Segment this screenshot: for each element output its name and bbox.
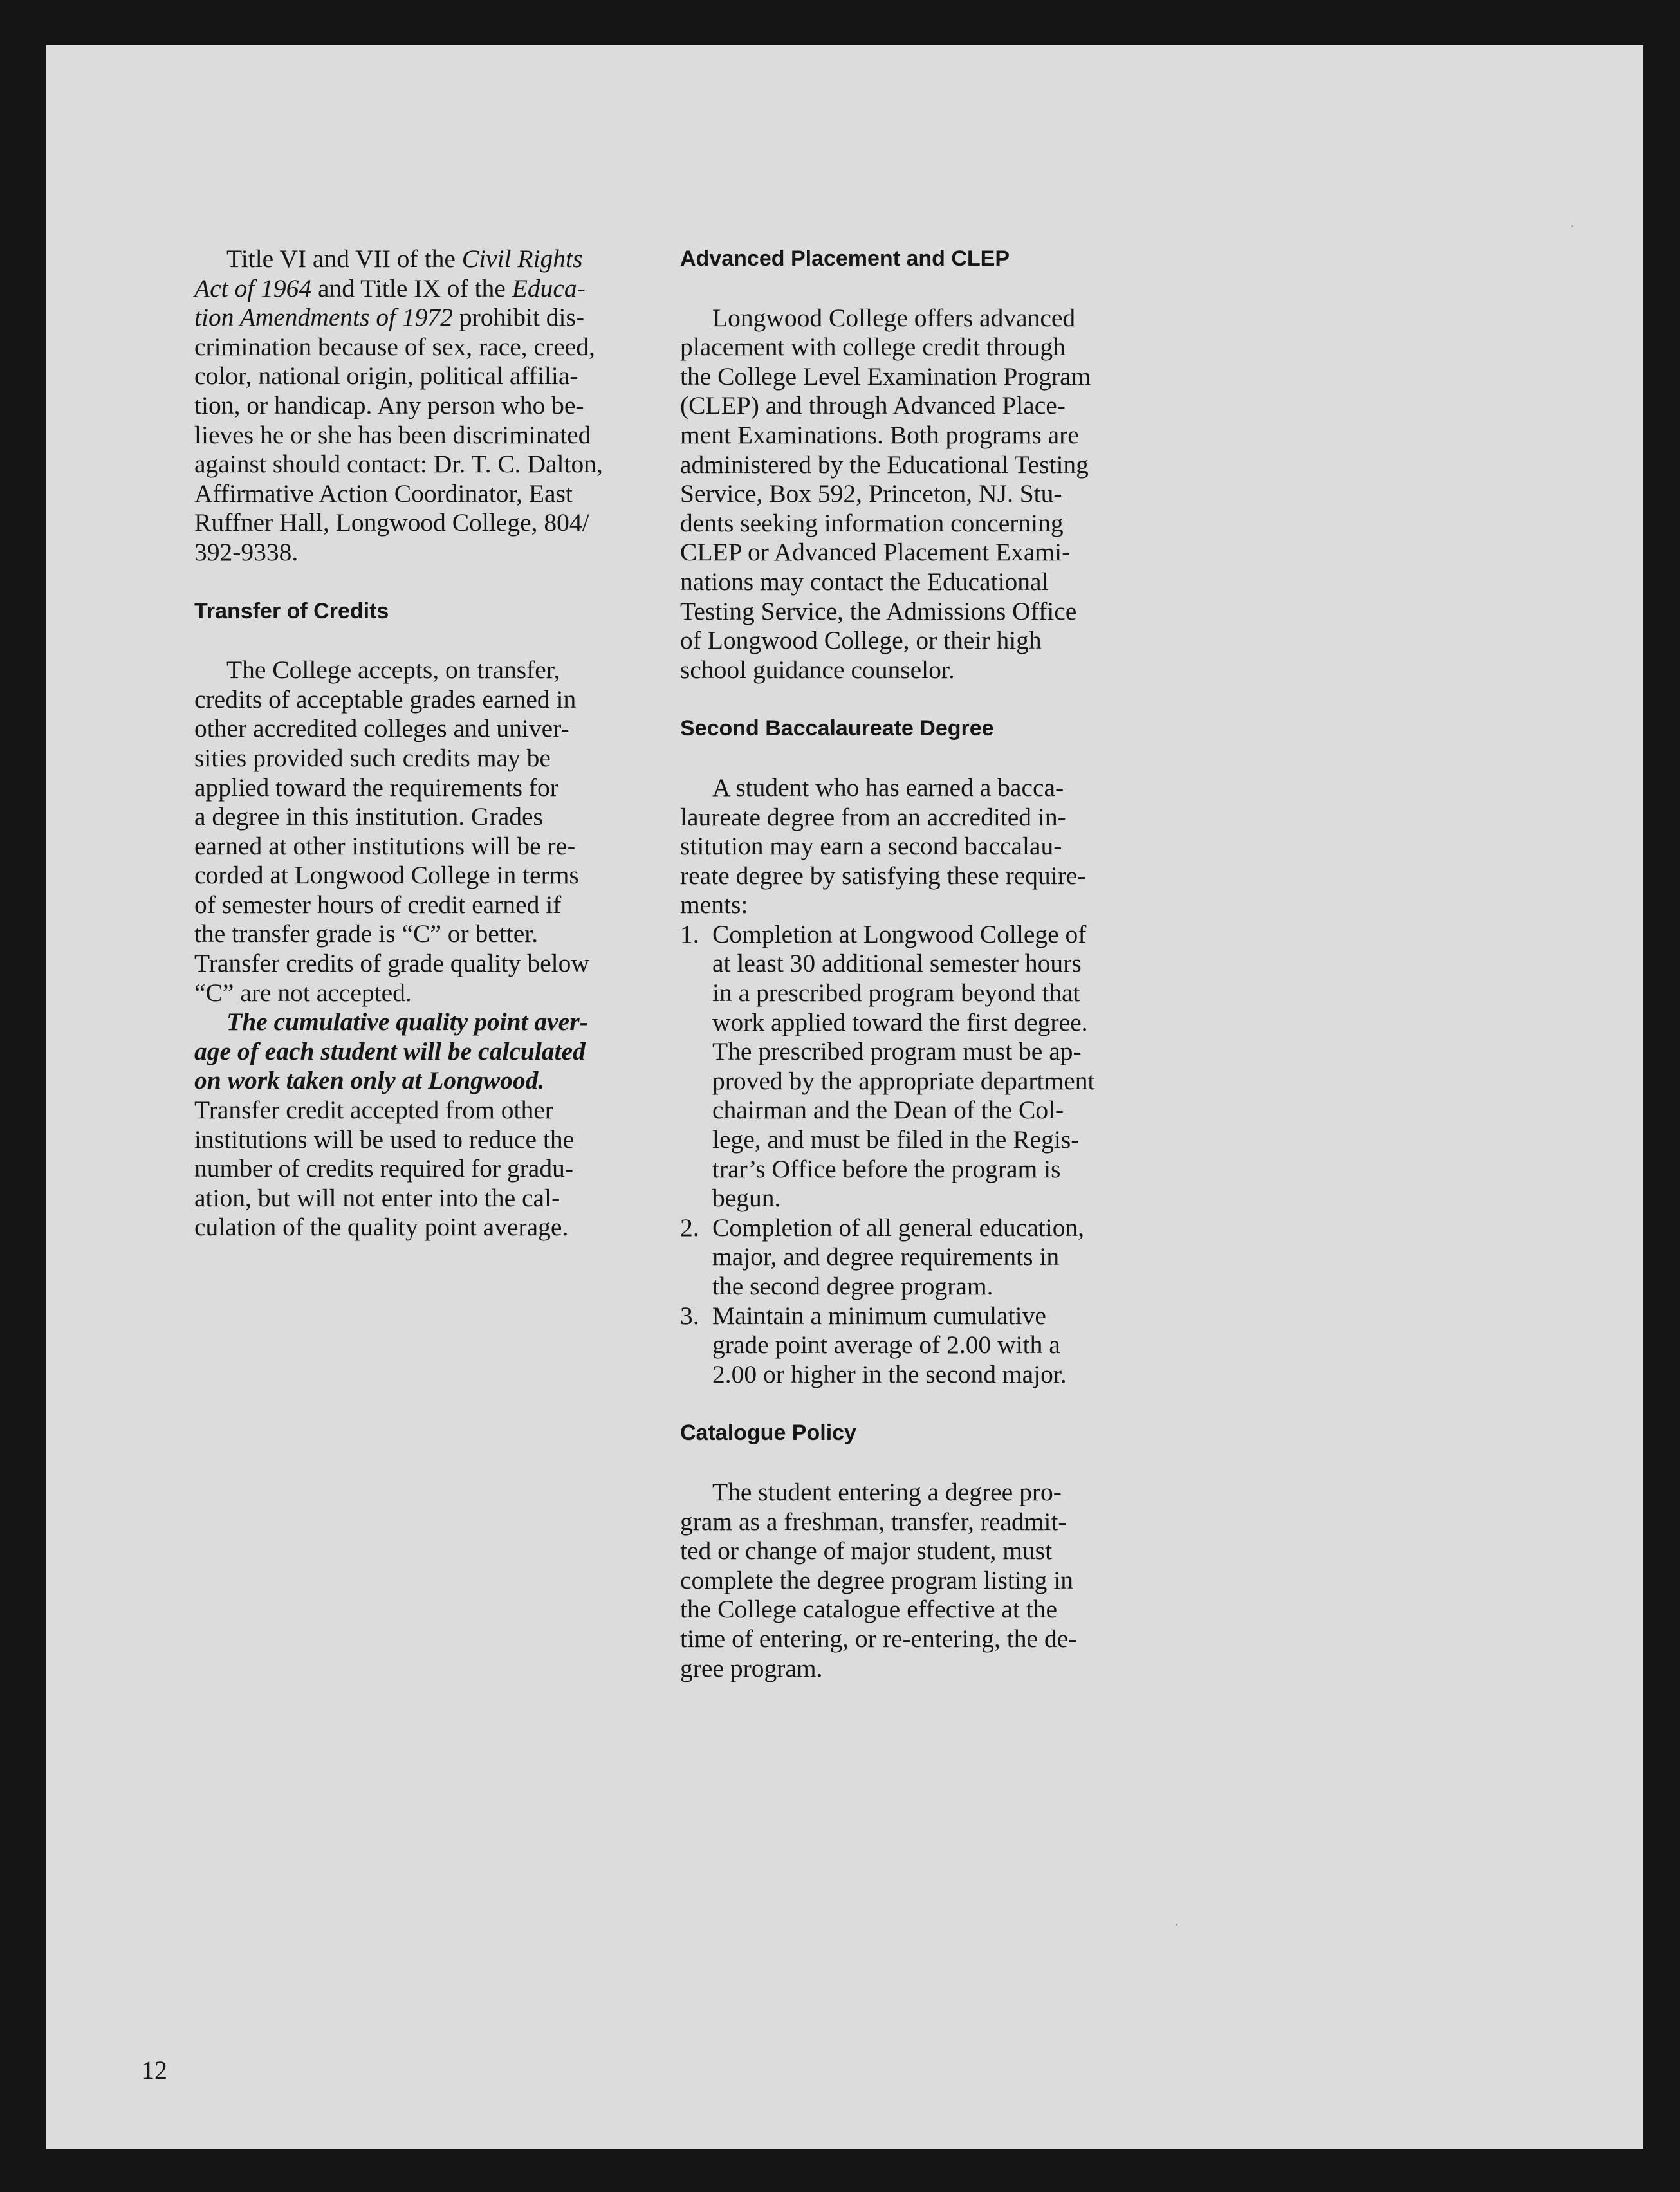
text-line: in a prescribed program beyond that: [712, 979, 1080, 1008]
text-line: the second degree program.: [712, 1272, 993, 1300]
text-line: Service, Box 592, Princeton, NJ. Stu-: [680, 479, 1062, 508]
advanced-placement-heading: Advanced Placement and CLEP: [680, 246, 1010, 271]
text-line: (CLEP) and through Advanced Place-: [680, 391, 1066, 420]
text-line: dents seeking information concerning: [680, 508, 1064, 537]
transfer-paragraph: [194, 656, 645, 1008]
scan-speck: [1176, 1924, 1177, 1926]
text-line: sities provided such credits may be: [194, 743, 551, 772]
text-line: the College catalogue effective at the: [680, 1595, 1058, 1624]
transfer-of-credits-heading: Transfer of Credits: [194, 598, 389, 623]
text-line: trar’s Office before the program is: [712, 1154, 1061, 1183]
text-line: major, and degree requirements in: [712, 1242, 1060, 1271]
emphasis-line: The cumulative quality point aver-: [226, 1008, 588, 1036]
text-line: ted or change of major student, must: [680, 1536, 1053, 1565]
advanced-placement-paragraph: [680, 304, 1188, 685]
text-line: gram as a freshman, transfer, readmit-: [680, 1507, 1067, 1536]
text-line: earned at other institutions will be re-: [194, 831, 576, 860]
text-line: The student entering a degree pro-: [712, 1477, 1062, 1506]
text-line: Maintain a minimum cumulative: [712, 1301, 1046, 1330]
civil-rights-paragraph: [194, 244, 645, 567]
text-line: Ruffner Hall, Longwood College, 804/: [194, 508, 589, 537]
text-line: gree program.: [680, 1653, 823, 1682]
text-line: administered by the Educational Testing: [680, 450, 1089, 479]
text-line: credits of acceptable grades earned in: [194, 685, 577, 714]
text-line: tion Amendments of 1972 prohibit dis-: [194, 303, 585, 332]
requirements-list: [680, 920, 1188, 1390]
emphasis-line: age of each student will be calculated: [194, 1036, 586, 1065]
text-line: begun.: [712, 1184, 781, 1213]
text-line: a degree in this institution. Grades: [194, 802, 543, 831]
text-line: lieves he or she has been discriminated: [194, 420, 591, 449]
text-line: complete the degree program listing in: [680, 1565, 1073, 1594]
text-line: A student who has earned a bacca-: [712, 773, 1064, 802]
catalogue-policy-heading: Catalogue Policy: [680, 1421, 856, 1446]
list-item: [680, 1213, 1188, 1302]
second-baccalaureate-heading: Second Baccalaureate Degree: [680, 716, 994, 741]
list-item: [680, 1302, 1188, 1390]
text-line: nations may contact the Educational: [680, 567, 1049, 596]
transfer-closing-paragraph: [194, 1096, 645, 1242]
text-line: the College Level Examination Program: [680, 362, 1091, 391]
text-line: other accredited colleges and univer-: [194, 714, 569, 743]
text-line: number of credits required for gradu-: [194, 1154, 573, 1183]
text-line: work applied toward the first degree.: [712, 1008, 1088, 1036]
text-line: grade point average of 2.00 with a: [712, 1331, 1060, 1359]
list-number: 3.: [680, 1301, 699, 1330]
emphasis-line: on work taken only at Longwood.: [194, 1066, 545, 1095]
text-line: “C” are not accepted.: [194, 978, 412, 1007]
text-line: CLEP or Advanced Placement Exami-: [680, 538, 1071, 567]
text-line: laureate degree from an accredited in-: [680, 802, 1066, 831]
second-degree-paragraph: [680, 773, 1188, 920]
text-line: of Longwood College, or their high: [680, 626, 1042, 655]
left-column: [194, 244, 645, 1242]
text-line: ation, but will not enter into the cal-: [194, 1183, 560, 1212]
text-line: time of entering, or re-entering, the de-: [680, 1624, 1077, 1653]
text-line: Testing Service, the Admissions Office: [680, 596, 1077, 625]
text-line: corded at Longwood College in terms: [194, 861, 579, 890]
text-line: 2.00 or higher in the second major.: [712, 1359, 1067, 1388]
text-line: Transfer credits of grade quality below: [194, 949, 589, 978]
scan-speck: [1571, 225, 1573, 227]
text-line: Transfer credit accepted from other: [194, 1096, 553, 1125]
text-line: The College accepts, on transfer,: [226, 656, 560, 685]
right-column: [680, 244, 1188, 1683]
text-line: tion, or handicap. Any person who be-: [194, 391, 584, 419]
text-line: crimination because of sex, race, creed,: [194, 332, 595, 361]
text-line: of semester hours of credit earned if: [194, 890, 562, 919]
text-line: Completion of all general education,: [712, 1213, 1085, 1242]
text-line: Completion at Longwood College of: [712, 919, 1087, 948]
text-line: placement with college credit through: [680, 333, 1066, 362]
text-line: at least 30 additional semester hours: [712, 949, 1082, 978]
text-line: ment Examinations. Both programs are: [680, 420, 1079, 449]
page-number: 12: [142, 2056, 167, 2085]
text-line: color, national origin, political affilia-: [194, 362, 578, 391]
text-line: the transfer grade is “C” or better.: [194, 919, 539, 948]
text-line: Act of 1964 and Title IX of the Educa-: [194, 273, 586, 302]
text-line: 392-9338.: [194, 537, 299, 566]
text-line: school guidance counselor.: [680, 655, 955, 684]
text-line: Title VI and VII of the Civil Rights: [226, 244, 583, 273]
text-line: lege, and must be filed in the Regis-: [712, 1125, 1080, 1154]
text-line: Longwood College offers advanced: [712, 303, 1076, 332]
document-page: [46, 45, 1643, 2149]
list-item: [680, 920, 1188, 1213]
text-line: ments:: [680, 890, 748, 919]
list-number: 1.: [680, 919, 699, 948]
quality-point-emphasis: [194, 1008, 645, 1096]
text-line: chairman and the Dean of the Col-: [712, 1096, 1064, 1125]
text-line: Affirmative Action Coordinator, East: [194, 479, 573, 508]
text-line: applied toward the requirements for: [194, 773, 558, 802]
text-line: against should contact: Dr. T. C. Dalton,: [194, 450, 603, 479]
text-line: institutions will be used to reduce the: [194, 1125, 575, 1154]
text-line: proved by the appropriate department: [712, 1066, 1095, 1095]
list-number: 2.: [680, 1213, 699, 1242]
text-line: reate degree by satisfying these require-: [680, 861, 1086, 890]
text-line: stitution may earn a second baccalau-: [680, 832, 1062, 861]
catalogue-paragraph: [680, 1478, 1188, 1683]
text-line: The prescribed program must be ap-: [712, 1037, 1082, 1066]
text-line: culation of the quality point average.: [194, 1213, 569, 1242]
